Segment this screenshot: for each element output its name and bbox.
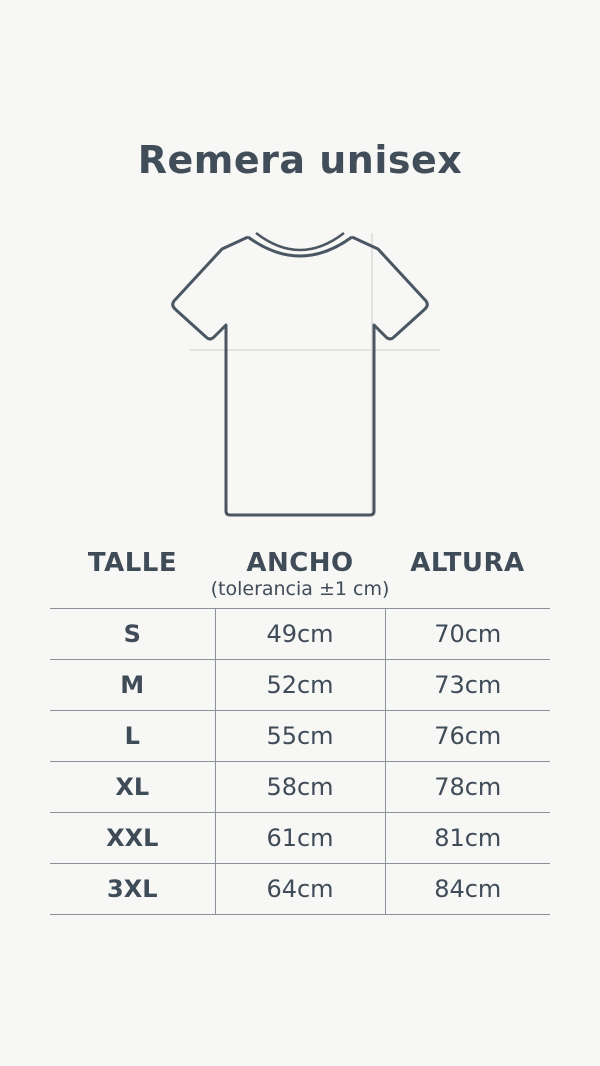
tolerance-row xyxy=(50,578,550,609)
cell-altura: 70cm xyxy=(385,609,550,660)
cell-talle: XL xyxy=(50,762,215,813)
cell-ancho: 49cm xyxy=(215,609,385,660)
cell-talle: XXL xyxy=(50,813,215,864)
cell-altura: 81cm xyxy=(385,813,550,864)
table-row xyxy=(50,813,550,864)
cell-ancho: 52cm xyxy=(215,660,385,711)
table-row xyxy=(50,762,550,813)
cell-altura: 76cm xyxy=(385,711,550,762)
cell-talle: M xyxy=(50,660,215,711)
size-table-container xyxy=(50,546,550,915)
tshirt-icon xyxy=(110,215,490,525)
size-table xyxy=(50,546,550,915)
cell-ancho: 64cm xyxy=(215,864,385,915)
cell-talle: L xyxy=(50,711,215,762)
cell-ancho: 61cm xyxy=(215,813,385,864)
cell-altura: 73cm xyxy=(385,660,550,711)
page-title: Remera unisex xyxy=(137,138,463,182)
table-row xyxy=(50,609,550,660)
column-header-talle: TALLE xyxy=(87,548,178,578)
table-row xyxy=(50,660,550,711)
header-row xyxy=(50,546,550,578)
table-row xyxy=(50,711,550,762)
table-row xyxy=(50,864,550,915)
cell-ancho: 55cm xyxy=(215,711,385,762)
cell-talle: S xyxy=(50,609,215,660)
cell-altura: 84cm xyxy=(385,864,550,915)
size-table-head xyxy=(50,546,550,609)
cell-altura: 78cm xyxy=(385,762,550,813)
column-header-altura: ALTURA xyxy=(410,548,525,578)
tolerance-note: (tolerancia ±1 cm) xyxy=(210,578,390,600)
cell-talle: 3XL xyxy=(50,864,215,915)
tshirt-illustration xyxy=(0,215,600,535)
size-table-body xyxy=(50,609,550,915)
column-header-ancho: ANCHO xyxy=(246,548,354,578)
cell-ancho: 58cm xyxy=(215,762,385,813)
